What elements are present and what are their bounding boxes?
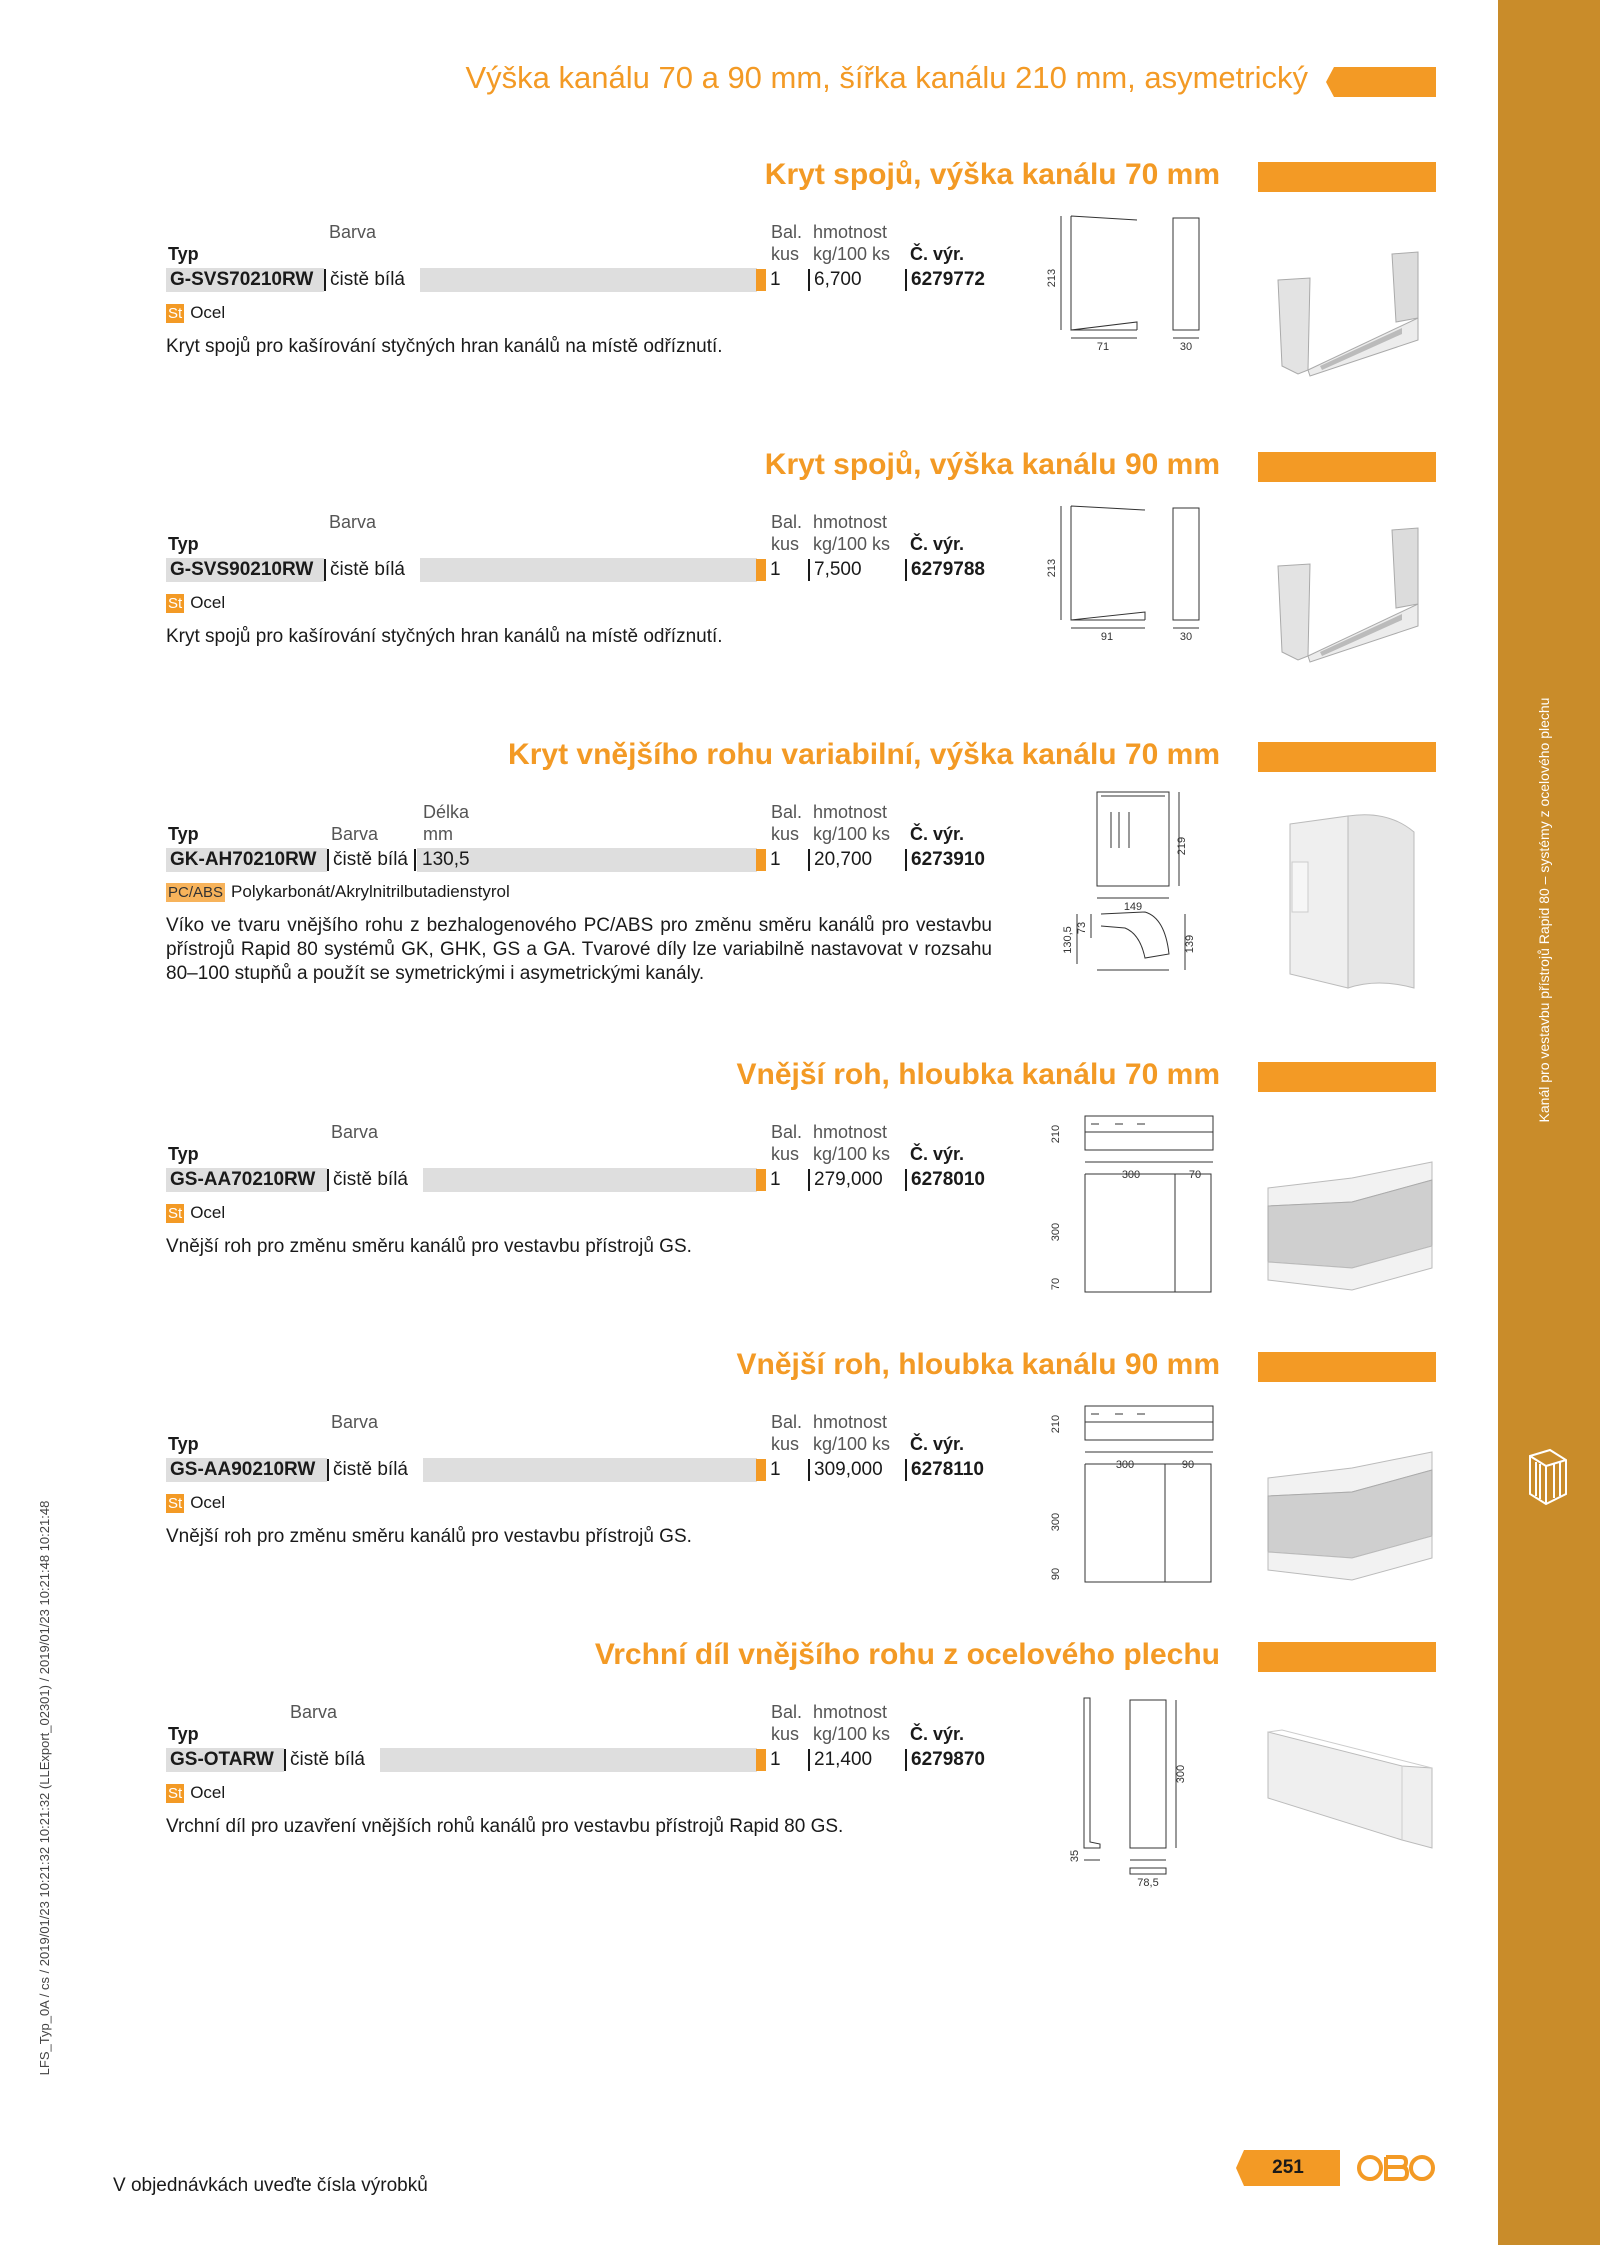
material xyxy=(166,1203,225,1225)
dim-height: 219 xyxy=(1176,836,1188,856)
dim-height: 213 xyxy=(1046,558,1058,578)
dim-depth: 90 xyxy=(1181,1459,1195,1471)
material-tag: St xyxy=(168,1785,183,1802)
material-tag: St xyxy=(168,1495,183,1512)
channel-icon xyxy=(1524,1448,1572,1506)
col-kus: kus xyxy=(771,1724,800,1744)
dim-length: 300 xyxy=(1050,1512,1062,1532)
table-row[interactable] xyxy=(166,268,998,292)
col-weight-unit: kg/100 ks xyxy=(813,244,891,264)
section-bar xyxy=(1258,1352,1436,1382)
art-cell: 6279788 xyxy=(911,559,985,580)
order-note: V objednávkách uveďte čísla výrobků xyxy=(113,2175,428,2196)
weight-cell: 279,000 xyxy=(814,1169,883,1190)
dim-height: 210 xyxy=(1050,1124,1062,1144)
col-weight-unit: kg/100 ks xyxy=(813,824,891,844)
dim-width: 30 xyxy=(1179,631,1193,643)
length-cell: 130,5 xyxy=(422,849,470,870)
col-kus: kus xyxy=(771,1144,800,1164)
col-weight: hmotnost xyxy=(813,802,888,822)
dim-depth: 35 xyxy=(1069,1849,1081,1863)
type-cell: GS-AA90210RW xyxy=(170,1459,316,1480)
col-art: Č. výr. xyxy=(910,1434,965,1454)
col-bal: Bal. xyxy=(771,222,803,242)
weight-cell: 309,000 xyxy=(814,1459,883,1480)
col-color: Barva xyxy=(331,1122,379,1142)
product-photo xyxy=(1262,1448,1438,1588)
section-title: Kryt vnějšího rohu variabilní, výška kanálu 70 mm xyxy=(508,738,1220,771)
description: Kryt spojů pro kašírování styčných hran kanálů na místě odříznutí. xyxy=(166,336,723,357)
col-color: Barva xyxy=(331,824,379,844)
section-bar xyxy=(1258,1642,1436,1672)
type-cell: GS-AA70210RW xyxy=(170,1169,316,1190)
sidebar-text: Kanál pro vestavbu přístrojů Rapid 80 – systémy z ocelového plechu xyxy=(1536,697,1552,1123)
color-cell: čistě bílá xyxy=(330,559,405,580)
col-art: Č. výr. xyxy=(910,1144,965,1164)
dim-depth: 70 xyxy=(1188,1169,1202,1181)
dim-height: 300 xyxy=(1175,1764,1187,1784)
col-length-unit: mm xyxy=(423,824,453,844)
col-type: Typ xyxy=(168,244,199,264)
section-kryt-spoju-90 xyxy=(0,448,1498,718)
weight-cell: 6,700 xyxy=(814,269,862,290)
type-cell: GK-AH70210RW xyxy=(170,849,317,870)
material-name: Ocel xyxy=(190,1203,226,1222)
header-tab xyxy=(1326,67,1436,97)
type-cell: G-SVS70210RW xyxy=(170,269,314,290)
material-name: Ocel xyxy=(190,593,226,612)
col-kus: kus xyxy=(771,824,800,844)
material xyxy=(166,1493,225,1515)
material-tag: St xyxy=(168,1205,183,1222)
color-cell: čistě bílá xyxy=(330,269,405,290)
type-cell: GS-OTARW xyxy=(170,1749,274,1770)
col-weight: hmotnost xyxy=(813,222,888,242)
material-name: Polykarbonát/Akrylnitrilbutadienstyrol xyxy=(231,882,510,901)
col-color: Barva xyxy=(329,222,377,242)
table-row[interactable] xyxy=(166,848,998,872)
dim-side: 90 xyxy=(1050,1567,1062,1581)
description: Víko ve tvaru vnějšího rohu z bezhalogenového PC/ABS pro změnu směru kanálů pro vestavbu přístrojů Rapid 80 systémů GK, GHK, GS a GA. Tvarové díly lze variabilně nastavovat v rozsahu 80–100 stupňů a použít se symetrickými i asymetrickými kanály. xyxy=(166,915,992,984)
col-length: Délka xyxy=(423,802,470,822)
page-number: 251 xyxy=(1272,2157,1304,2178)
art-cell: 6279772 xyxy=(911,269,985,290)
obo-logo xyxy=(1356,2148,1436,2188)
color-cell: čistě bílá xyxy=(290,1749,365,1770)
col-weight: hmotnost xyxy=(813,512,888,532)
section-kryt-vnejsiho-rohu xyxy=(0,738,1498,1038)
col-bal: Bal. xyxy=(771,1122,803,1142)
color-cell: čistě bílá xyxy=(333,1169,408,1190)
material-name: Ocel xyxy=(190,1493,226,1512)
col-bal: Bal. xyxy=(771,1412,803,1432)
product-photo xyxy=(1262,1728,1438,1868)
section-title: Vrchní díl vnějšího rohu z ocelového plechu xyxy=(594,1638,1220,1671)
col-art: Č. výr. xyxy=(910,534,965,554)
print-metadata: LFS_Typ_0A / cs / 2019/01/23 10:21:32 10:21:32 (LLExport_02301) / 2019/01/23 10:21:48 10:21:48 xyxy=(37,1500,52,2076)
section-title: Vnější roh, hloubka kanálu 70 mm xyxy=(736,1058,1220,1091)
dimension-drawing xyxy=(1045,1112,1215,1312)
col-type: Typ xyxy=(168,534,199,554)
dim-height: 213 xyxy=(1046,268,1058,288)
material-name: Ocel xyxy=(190,303,226,322)
col-type: Typ xyxy=(168,1724,199,1744)
product-photo xyxy=(1268,524,1434,674)
material-tag: St xyxy=(168,595,183,612)
dim-width: 30 xyxy=(1179,341,1193,353)
section-bar xyxy=(1258,742,1436,772)
color-cell: čistě bílá xyxy=(333,1459,408,1480)
col-kus: kus xyxy=(771,1434,800,1454)
section-vrchni-dil xyxy=(0,1638,1498,1928)
col-art: Č. výr. xyxy=(910,824,965,844)
dimension-drawing xyxy=(1045,212,1215,372)
product-photo xyxy=(1262,1158,1438,1298)
dim-depth: 91 xyxy=(1100,631,1114,643)
section-vnejsi-roh-70 xyxy=(0,1058,1498,1338)
col-bal: Bal. xyxy=(771,1702,803,1722)
col-kus: kus xyxy=(771,534,800,554)
table-row[interactable] xyxy=(166,1458,998,1482)
dimension-drawing xyxy=(1060,1694,1200,1894)
bal-cell: 1 xyxy=(770,269,781,290)
dim-width: 300 xyxy=(1121,1169,1141,1181)
page-title: Výška kanálu 70 a 90 mm, šířka kanálu 210 mm, asymetrický xyxy=(465,60,1308,95)
col-type: Typ xyxy=(168,824,199,844)
section-bar xyxy=(1258,452,1436,482)
dim-width: 149 xyxy=(1123,901,1143,913)
material xyxy=(166,593,225,615)
dim-length: 300 xyxy=(1050,1222,1062,1242)
art-cell: 6273910 xyxy=(911,849,985,870)
col-art: Č. výr. xyxy=(910,244,965,264)
type-cell: G-SVS90210RW xyxy=(170,559,314,580)
material xyxy=(166,303,225,325)
col-bal: Bal. xyxy=(771,802,803,822)
bal-cell: 1 xyxy=(770,1169,781,1190)
col-weight: hmotnost xyxy=(813,1412,888,1432)
weight-cell: 7,500 xyxy=(814,559,862,580)
dimension-drawing xyxy=(1045,1402,1215,1602)
table-row[interactable] xyxy=(166,1748,998,1772)
dim-side: 70 xyxy=(1050,1277,1062,1291)
col-weight-unit: kg/100 ks xyxy=(813,534,891,554)
material xyxy=(166,1783,225,1805)
bal-cell: 1 xyxy=(770,1459,781,1480)
col-weight: hmotnost xyxy=(813,1122,888,1142)
dim-side: 139 xyxy=(1184,934,1196,954)
bal-cell: 1 xyxy=(770,559,781,580)
dim-height: 210 xyxy=(1050,1414,1062,1434)
section-bar xyxy=(1258,1062,1436,1092)
art-cell: 6278010 xyxy=(911,1169,985,1190)
col-weight-unit: kg/100 ks xyxy=(813,1144,891,1164)
dim-depth: 71 xyxy=(1096,341,1110,353)
description: Kryt spojů pro kašírování styčných hran kanálů na místě odříznutí. xyxy=(166,626,723,647)
dimension-drawing xyxy=(1045,502,1215,662)
col-kus: kus xyxy=(771,244,800,264)
material xyxy=(166,882,510,904)
section-title: Vnější roh, hloubka kanálu 90 mm xyxy=(736,1348,1220,1381)
col-weight: hmotnost xyxy=(813,1702,888,1722)
art-cell: 6279870 xyxy=(911,1749,985,1770)
weight-cell: 21,400 xyxy=(814,1749,873,1770)
section-kryt-spoju-70 xyxy=(0,158,1498,428)
table-row[interactable] xyxy=(166,558,998,582)
description: Vrchní díl pro uzavření vnějších rohů kanálů pro vestavbu přístrojů Rapid 80 GS. xyxy=(166,1816,844,1837)
section-title: Kryt spojů, výška kanálu 70 mm xyxy=(764,158,1220,191)
table-row[interactable] xyxy=(166,1168,998,1192)
color-cell: čistě bílá xyxy=(333,849,408,870)
material-tag: PC/ABS xyxy=(168,884,224,901)
section-bar xyxy=(1258,162,1436,192)
description: Vnější roh pro změnu směru kanálů pro vestavbu přístrojů GS. xyxy=(166,1236,692,1257)
col-weight-unit: kg/100 ks xyxy=(813,1724,891,1744)
art-cell: 6278110 xyxy=(911,1459,984,1480)
product-photo xyxy=(1268,802,1438,1002)
dimension-drawing xyxy=(1045,788,1220,998)
bal-cell: 1 xyxy=(770,849,781,870)
section-title: Kryt spojů, výška kanálu 90 mm xyxy=(764,448,1220,481)
dim-width: 78,5 xyxy=(1137,1877,1159,1889)
col-color: Barva xyxy=(329,512,377,532)
col-art: Č. výr. xyxy=(910,1724,965,1744)
dim-length: 130,5 xyxy=(1062,926,1074,954)
col-color: Barva xyxy=(331,1412,379,1432)
dim-width: 300 xyxy=(1115,1459,1135,1471)
col-type: Typ xyxy=(168,1434,199,1454)
dim-inner: 73 xyxy=(1076,921,1088,935)
material-tag: St xyxy=(168,305,183,322)
description: Vnější roh pro změnu směru kanálů pro vestavbu přístrojů GS. xyxy=(166,1526,692,1547)
weight-cell: 20,700 xyxy=(814,849,873,870)
col-bal: Bal. xyxy=(771,512,803,532)
material-name: Ocel xyxy=(190,1783,226,1802)
product-photo xyxy=(1268,248,1434,388)
col-color: Barva xyxy=(290,1702,338,1722)
section-vnejsi-roh-90 xyxy=(0,1348,1498,1628)
bal-cell: 1 xyxy=(770,1749,781,1770)
col-type: Typ xyxy=(168,1144,199,1164)
col-weight-unit: kg/100 ks xyxy=(813,1434,891,1454)
